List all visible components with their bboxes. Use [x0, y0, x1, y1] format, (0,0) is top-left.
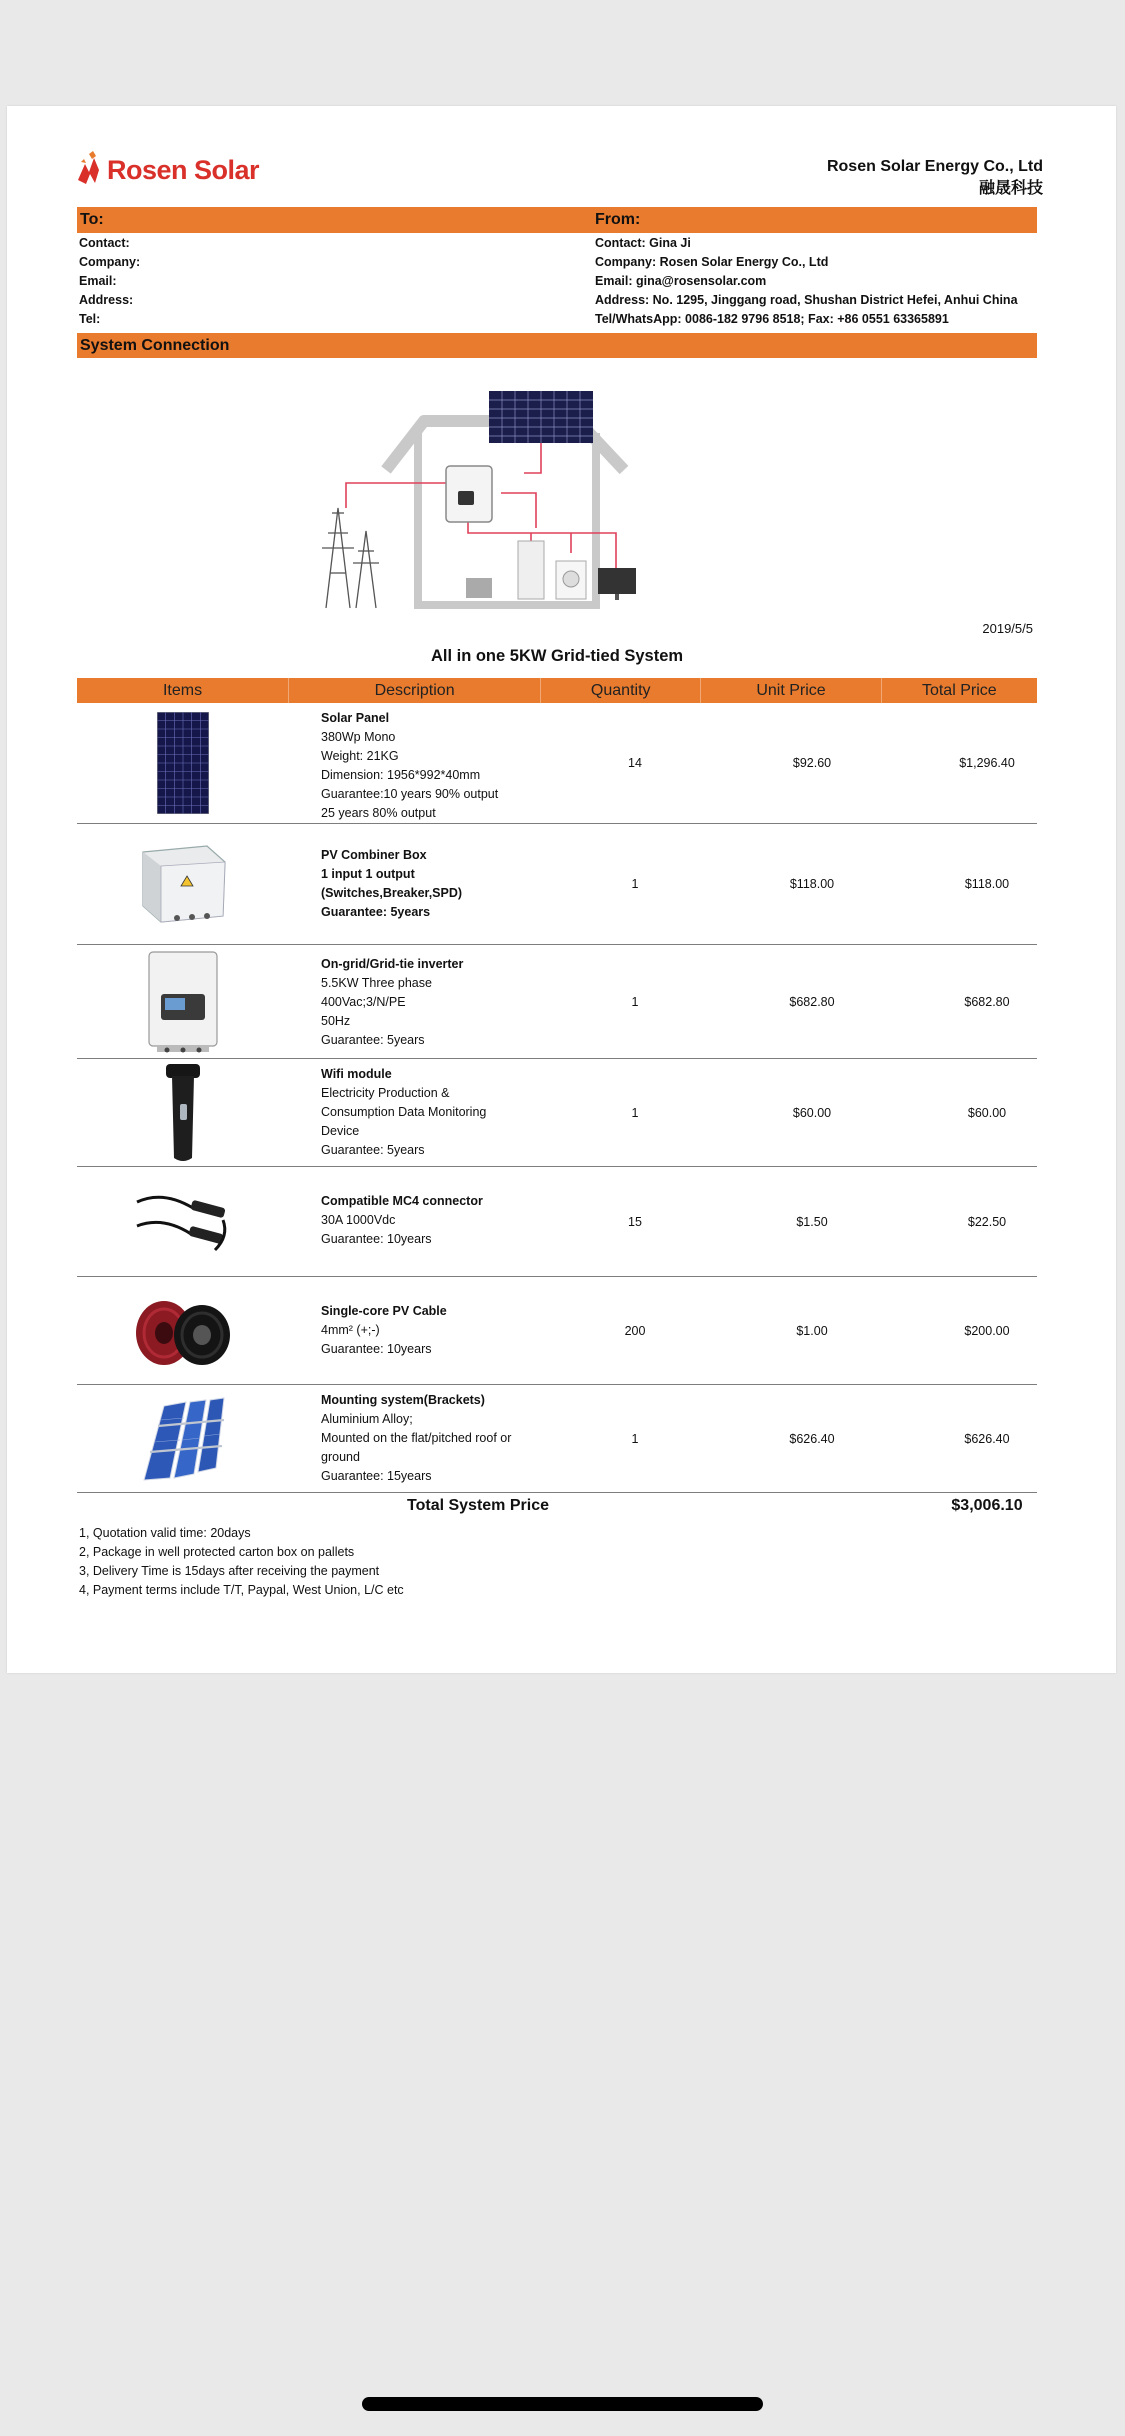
fridge-icon [518, 541, 544, 599]
item-total-price: $626.40 [964, 1431, 1010, 1446]
item-unit-price: $682.80 [789, 994, 835, 1009]
col-total-price: Total Price [921, 682, 997, 699]
from-label: From: [595, 211, 641, 228]
table-row [77, 824, 1037, 945]
from-fields [595, 234, 1018, 329]
wifi-module-icon [160, 1062, 206, 1164]
solar-panel-icon [157, 712, 209, 814]
to-contact: Contact: [79, 236, 130, 250]
inverter-image [77, 945, 289, 1058]
rosen-logo-icon [75, 150, 105, 190]
note-item: 3, Delivery Time is 15days after receiving the payment [79, 1564, 380, 1578]
item-line: Device [321, 1124, 360, 1138]
item-title: Compatible MC4 connector [321, 1194, 483, 1208]
table-row [77, 1277, 1037, 1385]
col-items: Items [77, 678, 289, 703]
item-title: On-grid/Grid-tie inverter [321, 957, 464, 971]
item-unit-price: $92.60 [792, 756, 832, 770]
item-line: Guarantee:10 years 90% output [321, 787, 499, 801]
item-total-price: $60.00 [967, 1105, 1007, 1120]
total-row [77, 1497, 1037, 1519]
item-unit-price: $626.40 [789, 1431, 835, 1446]
system-title: All in one 5KW Grid-tied System [430, 647, 684, 665]
item-quantity: 1 [631, 994, 639, 1009]
item-quantity: 15 [628, 1214, 642, 1229]
inverter-diagram-icon [446, 466, 492, 522]
meter-icon [466, 578, 492, 598]
to-from-bar [77, 207, 1037, 233]
item-line: 1 input 1 output [321, 867, 415, 881]
from-address: Address: No. 1295, Jinggang road, Shushan District Hefei, Anhui China [595, 293, 1018, 307]
system-connection-bar [77, 333, 1037, 358]
item-line: Consumption Data Monitoring [321, 1105, 487, 1119]
item-total-price: $118.00 [964, 877, 1010, 891]
item-unit-price: $60.00 [792, 1105, 832, 1120]
roof-solar-panel-icon [489, 391, 593, 443]
from-contact: Contact: Gina Ji [595, 236, 691, 250]
table-row [77, 703, 1037, 824]
inverter-icon [147, 950, 219, 1054]
item-quantity: 1 [631, 1431, 639, 1446]
company-logo [75, 150, 259, 190]
combiner-box-image [77, 824, 289, 944]
item-title: Single-core PV Cable [321, 1304, 447, 1318]
item-quantity: 1 [631, 877, 639, 891]
item-title: Solar Panel [321, 711, 390, 725]
power-tower-icon [322, 508, 379, 608]
item-unit-price: $1.00 [796, 1323, 828, 1338]
col-unit-price: Unit Price [701, 678, 881, 703]
item-line: Guarantee: 5years [321, 1143, 425, 1157]
mounting-system-icon [140, 1392, 226, 1486]
to-address: Address: [79, 293, 134, 307]
pv-cable-image [77, 1277, 289, 1384]
item-unit-price: $1.50 [796, 1214, 828, 1229]
solar-panel-image [77, 703, 289, 823]
pv-cable-icon [128, 1293, 238, 1369]
item-line: Guarantee: 5years [321, 1033, 425, 1047]
from-email[interactable]: Email: gina@rosensolar.com [595, 274, 767, 288]
item-quantity: 14 [628, 756, 642, 770]
item-line: Guarantee: 15years [321, 1469, 432, 1483]
item-quantity: 200 [624, 1323, 646, 1338]
to-tel: Tel: [79, 312, 101, 326]
quotation-notes [79, 1524, 404, 1600]
system-connection-diagram [306, 373, 701, 613]
home-indicator[interactable] [362, 2397, 763, 2411]
item-total-price: $200.00 [964, 1323, 1010, 1338]
item-total-price: $682.80 [964, 994, 1010, 1009]
item-line: Dimension: 1956*992*40mm [321, 768, 481, 782]
item-line: ground [321, 1450, 360, 1464]
to-label: To: [80, 211, 104, 228]
item-line: Electricity Production & [321, 1086, 450, 1100]
note-item: 1, Quotation valid time: 20days [79, 1526, 251, 1540]
company-name-cn: 融晟科技 [978, 180, 1043, 197]
item-line: Guarantee: 10years [321, 1342, 432, 1356]
item-line: 400Vac;3/N/PE [321, 995, 406, 1009]
item-line: Guarantee: 5years [321, 905, 431, 919]
total-label: Total System Price [407, 1497, 549, 1514]
note-item: 2, Package in well protected carton box on pallets [79, 1545, 355, 1559]
to-company: Company: [79, 255, 141, 269]
to-email: Email: [79, 274, 117, 288]
item-title: Wifi module [321, 1067, 392, 1081]
item-line: 380Wp Mono [321, 730, 396, 744]
from-tel: Tel/WhatsApp: 0086-182 9796 8518; Fax: +86 0551 63365891 [595, 312, 949, 326]
table-row [77, 945, 1037, 1059]
item-line: 5.5KW Three phase [321, 976, 432, 990]
to-fields [79, 234, 140, 329]
item-line: Weight: 21KG [321, 749, 399, 763]
item-line: 4mm² (+;-) [321, 1323, 380, 1337]
note-item: 4, Payment terms include T/T, Paypal, West Union, L/C etc [79, 1583, 404, 1597]
company-name-en: Rosen Solar Energy Co., Ltd [826, 158, 1043, 175]
table-row [77, 1059, 1037, 1167]
item-line: Aluminium Alloy; [321, 1412, 413, 1426]
table-header [77, 678, 1037, 703]
company-block [827, 156, 1043, 200]
item-line: 25 years 80% output [321, 806, 436, 820]
mc4-connector-icon [133, 1186, 233, 1258]
item-line: (Switches,Breaker,SPD) [321, 886, 463, 900]
table-row [77, 1385, 1037, 1493]
table-row [77, 1167, 1037, 1277]
item-total-price: $22.50 [967, 1214, 1007, 1229]
item-line: Guarantee: 10years [321, 1232, 432, 1246]
item-line: Mounted on the flat/pitched roof or [321, 1431, 512, 1445]
col-description: Description [289, 678, 541, 703]
item-line: 50Hz [321, 1014, 351, 1028]
item-title: PV Combiner Box [321, 848, 427, 862]
from-company: Company: Rosen Solar Energy Co., Ltd [595, 255, 829, 269]
section-title: System Connection [80, 337, 230, 354]
col-quantity: Quantity [541, 678, 701, 703]
item-line: 30A 1000Vdc [321, 1213, 396, 1227]
quote-date: 2019/5/5 [982, 621, 1033, 636]
total-value: $3,006.10 [951, 1497, 1023, 1514]
logo-text: Rosen Solar [107, 154, 260, 185]
item-title: Mounting system(Brackets) [321, 1393, 485, 1407]
combiner-box-icon [137, 844, 229, 924]
item-unit-price: $118.00 [789, 877, 835, 891]
item-quantity: 1 [631, 1105, 639, 1120]
mc4-connector-image [77, 1167, 289, 1276]
wifi-module-image [77, 1059, 289, 1166]
item-total-price: $1,296.40 [959, 756, 1015, 770]
mounting-system-image [77, 1385, 289, 1492]
tv-icon [598, 568, 636, 594]
